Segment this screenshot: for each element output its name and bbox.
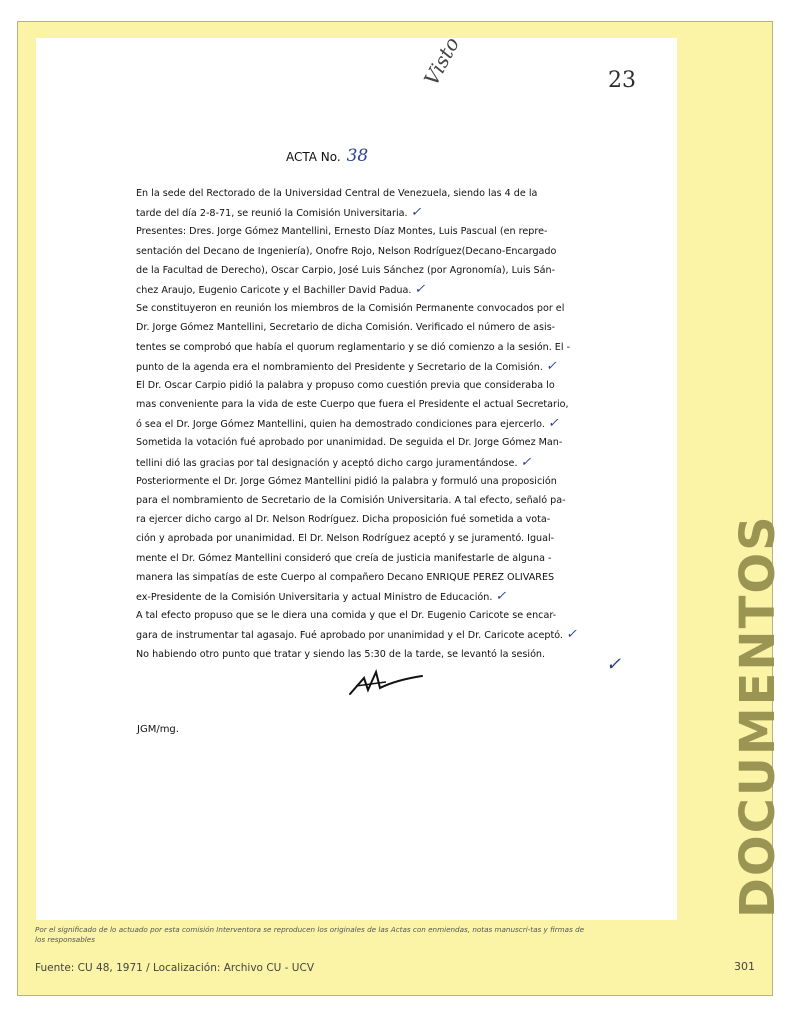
act-body-line (136, 433, 636, 452)
act-title-label: ACTA No. (286, 150, 341, 164)
act-body-line (136, 318, 636, 337)
act-body-line-text: gara de instrumentar tal agasajo. Fué aprobado por unanimidad y el Dr. Caricote aceptó. (136, 630, 563, 642)
act-body-line-text: Posteriormente el Dr. Jorge Gómez Mantellini pidió la palabra y formuló una proposición (136, 475, 557, 487)
act-body-line (136, 453, 636, 472)
handwritten-check-mark: ✓ (495, 588, 507, 604)
act-body-line (136, 376, 636, 395)
act-body-line-text: tellini dió las gracias por tal designación y aceptó dicho cargo juramentándose. (136, 457, 518, 469)
act-body-line-text: mas conveniente para la vida de este Cuerpo que fuera el Presidente el actual Secretario, (136, 399, 569, 411)
act-body-line (136, 491, 636, 510)
act-body-line (136, 606, 636, 625)
act-body-line (136, 549, 636, 568)
act-body-line (136, 299, 636, 318)
act-body-line (136, 587, 636, 606)
act-body-line-text: Sometida la votación fué aprobado por unanimidad. De seguida el Dr. Jorge Gómez Man- (136, 437, 563, 449)
handwritten-visto-note: Visto (419, 33, 465, 90)
act-body-line (136, 338, 636, 357)
typist-initials: JGM/mg. (137, 724, 179, 735)
signature (346, 668, 426, 698)
act-body-line-text: Dr. Jorge Gómez Mantellini, Secretario de dicha Comisión. Verificado el número de asis- (136, 322, 556, 334)
figure-caption: Por el significado de lo actuado por esta comisión Interventora se reproducen los originales de las Actas con enmiendas, notas manuscri-tas y firmas de los responsables (35, 925, 585, 944)
act-body-line-text: ó sea el Dr. Jorge Gómez Mantellini, quien ha demostrado condiciones para ejercerlo. (136, 419, 545, 431)
act-body-line (136, 357, 636, 376)
act-body-line (136, 529, 636, 548)
act-body-line-text: ra ejercer dicho cargo al Dr. Nelson Rodríguez. Dicha proposición fué sometida a vota- (136, 514, 551, 526)
act-body-line-text: chez Araujo, Eugenio Caricote y el Bachiller David Padua. (136, 284, 412, 296)
handwritten-check-mark: ✓ (414, 281, 426, 297)
act-body-line-text: En la sede del Rectorado de la Universidad Central de Venezuela, siendo las 4 de la (136, 188, 538, 199)
act-body-line-text: punto de la agenda era el nombramiento del Presidente y Secretario de la Comisión. (136, 361, 543, 373)
act-body-line (136, 472, 636, 491)
page-number: 301 (734, 960, 755, 973)
act-body-line-text: manera las simpatías de este Cuerpo al compañero Decano ENRIQUE PEREZ OLIVARES (136, 571, 555, 583)
act-body (136, 184, 636, 664)
act-body-line (136, 395, 636, 414)
act-body-line-text: No habiendo otro punto que tratar y siendo las 5:30 de la tarde, se levantó la sesión. (136, 648, 546, 660)
act-body-line (136, 625, 636, 644)
act-body-line-text: tarde del día 2-8-71, se reunió la Comisión Universitaria. (136, 208, 408, 220)
act-body-line (136, 261, 636, 280)
handwritten-check-mark: ✓ (410, 205, 422, 221)
handwritten-check-mark: ✓ (545, 358, 557, 374)
section-title-vertical: DOCUMENTOS (730, 514, 786, 918)
act-body-line-text: A tal efecto propuso que se le diera una comida y que el Dr. Eugenio Caricote se encar- (136, 610, 557, 622)
act-body-line (136, 568, 636, 587)
act-body-line (136, 414, 636, 433)
act-body-line-text: ción y aprobada por unanimidad. El Dr. Nelson Rodríguez aceptó y se juramentó. Igual- (136, 533, 555, 545)
act-body-line (136, 184, 636, 203)
act-body-line-text: sentación del Decano de Ingeniería), Onofre Rojo, Nelson Rodríguez(Decano-Encargado (136, 245, 557, 257)
handwritten-page-number: 23 (608, 68, 636, 93)
handwritten-check-mark: ✓ (606, 654, 622, 675)
act-body-line-text: Se constituyeron en reunión los miembros de la Comisión Permanente convocados por el (136, 303, 565, 315)
act-body-line (136, 645, 636, 664)
act-body-line-text: El Dr. Oscar Carpio pidió la palabra y propuso como cuestión previa que consideraba lo (136, 379, 555, 391)
act-body-line (136, 222, 636, 241)
act-body-line (136, 510, 636, 529)
act-body-line-text: tentes se comprobó que había el quorum reglamentario y se dió comienzo a la sesión. El - (136, 341, 571, 353)
act-body-line (136, 203, 636, 222)
handwritten-check-mark: ✓ (565, 627, 577, 643)
act-title (286, 146, 368, 166)
act-body-line (136, 280, 636, 299)
handwritten-check-mark: ✓ (547, 416, 559, 432)
act-number-handwritten: 38 (346, 146, 369, 166)
handwritten-check-mark: ✓ (520, 454, 532, 470)
document-scan (36, 33, 677, 920)
source-note: Fuente: CU 48, 1971 / Localización: Archivo CU - UCV (35, 962, 315, 974)
act-body-line-text: ex-Presidente de la Comisión Universitaria y actual Ministro de Educación. (136, 591, 493, 603)
act-body-line-text: mente el Dr. Gómez Mantellini consideró que creía de justicia manifestarle de alguna - (136, 552, 552, 564)
act-body-line (136, 242, 636, 261)
act-body-line-text: de la Facultad de Derecho), Oscar Carpio, José Luis Sánchez (por Agronomía), Luis Sán- (136, 264, 556, 276)
act-body-line-text: para el nombramiento de Secretario de la Comisión Universitaria. A tal efecto, señaló pa- (136, 495, 566, 506)
act-body-line-text: Presentes: Dres. Jorge Gómez Mantellini, Ernesto Díaz Montes, Luis Pascual (en repre- (136, 226, 548, 238)
